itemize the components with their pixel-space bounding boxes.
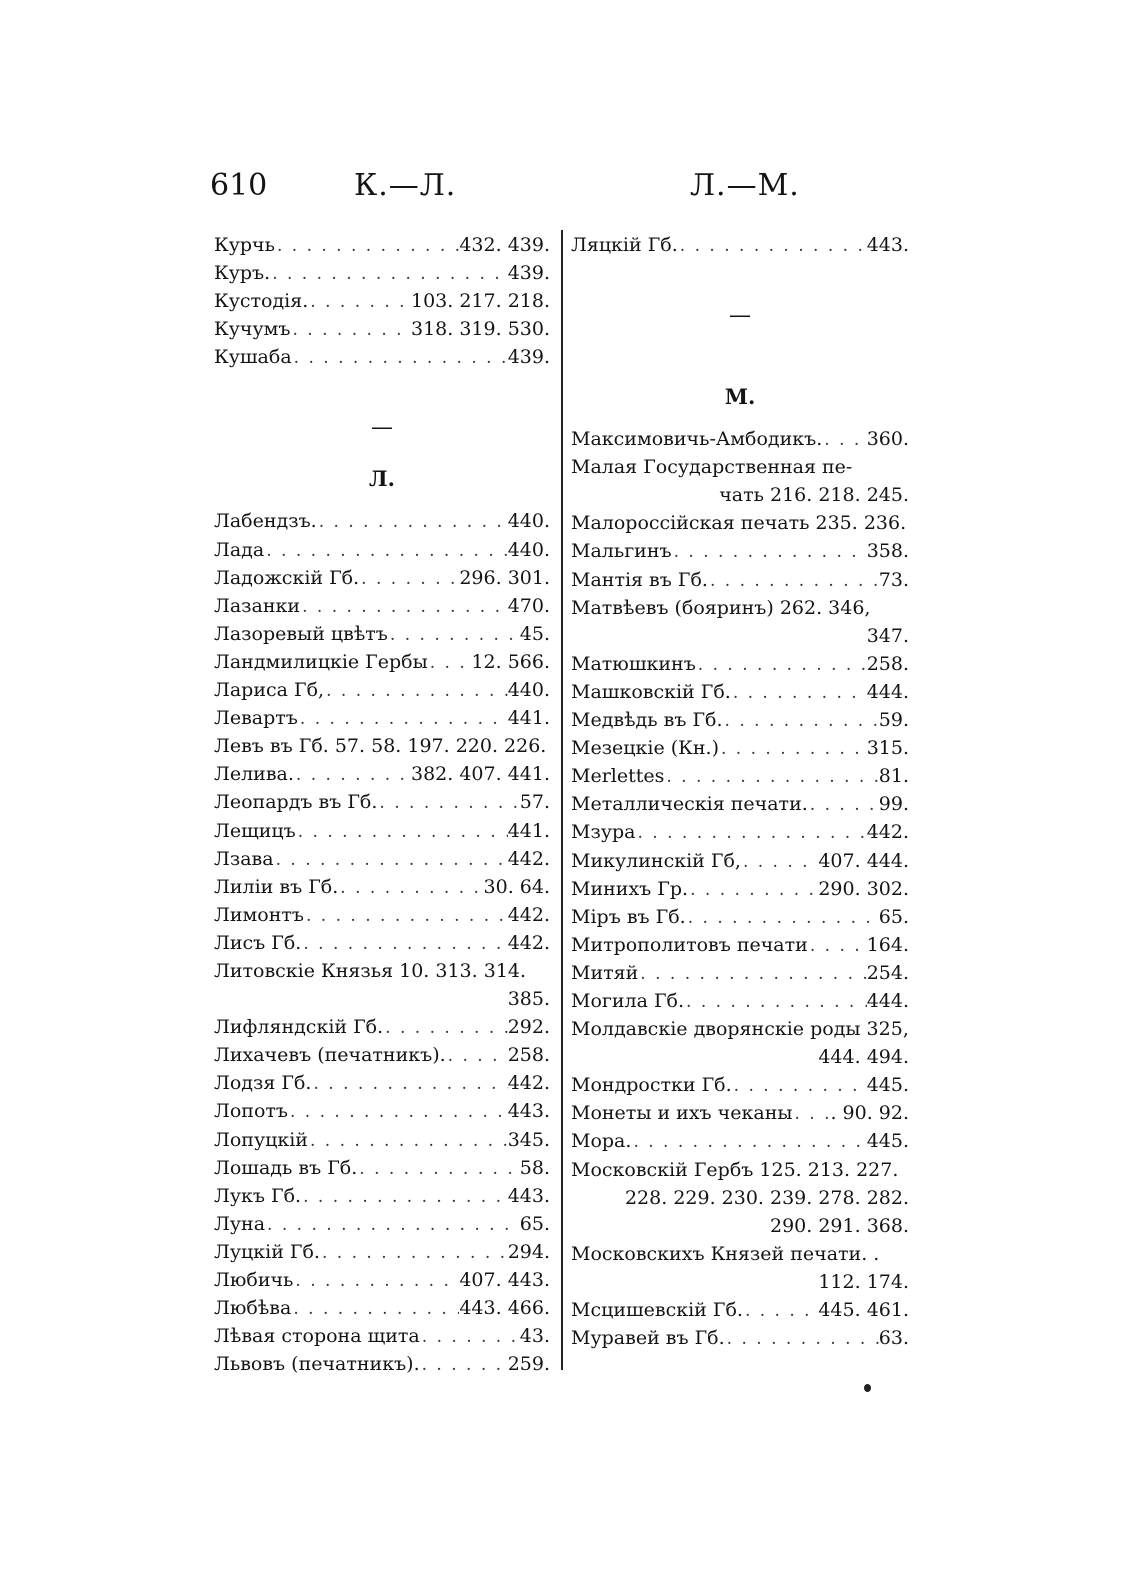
index-entry <box>571 509 909 537</box>
section-dash: — <box>729 303 751 329</box>
index-entry <box>214 901 550 929</box>
ink-spot <box>864 1384 871 1392</box>
entry-pages: 254. <box>866 961 909 984</box>
index-entry <box>571 1043 909 1071</box>
entry-pages: 30. 64. <box>483 875 550 898</box>
index-entry <box>571 425 909 453</box>
entry-term: Малороссійская печать 235. 236. <box>571 512 907 535</box>
index-entry <box>571 706 909 734</box>
index-entry <box>571 1015 909 1043</box>
index-entry <box>571 931 909 959</box>
dot-leader <box>293 1267 459 1295</box>
entry-term: Лѣвая сторона щита <box>214 1325 420 1348</box>
dot-leader <box>359 565 459 593</box>
entry-pages: 59. <box>878 709 909 732</box>
index-entry <box>571 875 909 903</box>
dot-leader <box>631 1128 866 1156</box>
entry-pages: 444. <box>866 680 909 703</box>
index-group-l <box>214 507 550 1378</box>
dot-leader <box>274 846 508 874</box>
entry-pages: 228. 229. 230. 239. 278. 282. <box>624 1186 909 1209</box>
entry-term: Мезецкіе (Кн.) <box>571 737 719 760</box>
entry-term: Могила Гб. <box>571 989 685 1012</box>
entry-term: Металлическія печати. <box>571 793 808 816</box>
entry-term: Merlettes <box>571 765 665 788</box>
entry-term: Курчь <box>214 234 275 256</box>
entry-pages: 112. 174. <box>818 1270 909 1293</box>
entry-pages: 440. <box>507 679 550 702</box>
dot-leader <box>311 1070 507 1098</box>
index-entry <box>571 790 909 818</box>
entry-term: Мсцишевскій Гб. <box>571 1299 743 1321</box>
running-head-right: Л.—М. <box>690 168 800 203</box>
entry-pages: 103. 217. 218. <box>411 290 550 313</box>
entry-pages: 73. <box>878 568 909 591</box>
entry-pages: 315. <box>866 737 909 760</box>
dot-leader <box>686 904 879 932</box>
entry-term: Лелива. <box>214 763 294 786</box>
entry-term: Лукъ Гб. <box>214 1184 302 1207</box>
entry-pages: 470. <box>507 594 550 617</box>
entry-pages: 443. 466. <box>459 1297 550 1320</box>
entry-term: Лодзя Гб. <box>214 1072 312 1095</box>
entry-pages: 318. 319. 530. <box>411 318 550 341</box>
entry-term: Левъ въ Гб. 57. 58. 197. 220. 226. <box>214 735 547 758</box>
dot-leader <box>265 1211 520 1239</box>
entry-term: Лещицъ <box>214 819 296 842</box>
index-entry <box>214 648 550 676</box>
entry-term: Матюшкинъ <box>571 652 696 675</box>
dot-leader <box>638 960 866 988</box>
dot-leader <box>420 1323 520 1351</box>
index-entry <box>214 343 550 371</box>
entry-term: Митяй <box>571 961 639 984</box>
index-entry <box>571 959 909 987</box>
entry-term: Митрополитовъ печати <box>571 933 808 956</box>
entry-term: Лариса Гб, <box>214 679 325 702</box>
index-entry <box>214 985 550 1013</box>
entry-term: Литовскіе Князья 10. 313. 314. <box>214 959 527 982</box>
entry-pages: 443. <box>507 1184 550 1207</box>
entry-term: Лзава <box>214 847 274 870</box>
dot-leader <box>270 260 508 288</box>
index-entry <box>571 650 909 678</box>
running-head-left: К.—Л. <box>354 168 457 203</box>
dot-leader <box>357 1155 520 1183</box>
index-entry <box>571 847 909 875</box>
section-dash: — <box>371 415 393 441</box>
entry-term: Кустодія. <box>214 290 309 313</box>
entry-pages: 259. <box>507 1353 550 1376</box>
index-entry <box>214 536 550 564</box>
column-divider <box>561 230 563 1370</box>
dot-leader <box>723 707 879 735</box>
dot-leader <box>292 344 508 372</box>
dot-leader <box>296 818 508 846</box>
entry-term: Ландмилицкіе Гербы <box>214 650 428 673</box>
entry-pages: 442. <box>507 931 550 954</box>
entry-pages: 43. <box>519 1325 550 1348</box>
entry-pages: 407. 443. <box>459 1269 550 1291</box>
dot-leader <box>294 761 411 789</box>
entry-pages: 440. <box>507 510 550 533</box>
index-entry <box>214 592 550 620</box>
index-entry <box>571 678 909 706</box>
page-number: 610 <box>210 168 268 203</box>
index-entry <box>571 453 909 481</box>
dot-leader <box>383 1014 508 1042</box>
entry-term: Лошадь въ Гб. <box>214 1156 358 1179</box>
entry-pages: 442. <box>507 903 550 926</box>
index-entry <box>214 507 550 535</box>
entry-term: Московскій Гербъ 125. 213. 227. <box>571 1158 899 1181</box>
entry-term: Медвѣдь въ Гб. <box>571 709 723 732</box>
index-entry <box>571 231 909 259</box>
entry-pages: 445. <box>866 1130 909 1153</box>
index-entry <box>571 481 909 509</box>
entry-term: Мзура <box>571 821 636 844</box>
entry-pages: 445. 461. <box>818 1299 909 1321</box>
entry-pages: 63. <box>878 1327 909 1350</box>
left-column <box>214 231 550 1378</box>
section-letter-l: Л. <box>369 466 395 492</box>
index-entry <box>571 734 909 762</box>
entry-term: Лабендзъ. <box>214 510 317 533</box>
entry-term: Машковскій Гб. <box>571 680 731 703</box>
entry-term: Максимовичь-Амбодикъ. <box>571 428 823 451</box>
entry-pages: 442. <box>507 847 550 870</box>
index-entry <box>214 704 550 732</box>
dot-leader <box>672 538 867 566</box>
dot-leader <box>731 679 867 707</box>
entry-pages: 345. <box>507 1128 550 1151</box>
index-entry <box>214 564 550 592</box>
index-entry <box>214 1013 550 1041</box>
index-entry <box>571 1324 909 1352</box>
dot-leader <box>792 1100 830 1128</box>
index-entry <box>214 1210 550 1238</box>
entry-term: Лазоревый цвѣтъ <box>214 622 388 645</box>
dot-leader <box>725 1325 879 1353</box>
right-column <box>571 231 909 1352</box>
dot-leader <box>301 930 507 958</box>
entry-pages: 58. <box>519 1156 550 1179</box>
index-entry <box>571 903 909 931</box>
index-group-k <box>214 231 550 371</box>
entry-term: Мора. <box>571 1130 632 1153</box>
dot-leader <box>719 735 867 763</box>
index-entry <box>571 1127 909 1155</box>
index-entry <box>214 676 550 704</box>
dot-leader <box>708 567 879 595</box>
index-entry <box>214 788 550 816</box>
index-entry <box>214 957 550 985</box>
index-entry <box>214 817 550 845</box>
entry-pages: 360. <box>866 428 909 451</box>
entry-pages: 258. <box>866 652 909 675</box>
index-entry <box>571 1296 909 1324</box>
index-entry <box>214 1322 550 1350</box>
entry-term: Лада <box>214 538 265 561</box>
index-entry <box>214 1350 550 1378</box>
entry-pages: 439. <box>507 346 550 369</box>
entry-term: Любѣва <box>214 1297 292 1320</box>
entry-term: Муравей въ Гб. <box>571 1327 725 1350</box>
entry-pages: 441. <box>507 707 550 730</box>
entry-term: Лазанки <box>214 594 301 617</box>
index-entry <box>214 1182 550 1210</box>
index-entry <box>571 566 909 594</box>
index-entry <box>214 1154 550 1182</box>
section-letter-m: М. <box>724 384 756 410</box>
dot-leader <box>304 902 508 930</box>
dot-leader <box>288 1098 508 1126</box>
entry-term: Лопотъ <box>214 1100 288 1123</box>
dot-leader <box>688 876 818 904</box>
entry-term: Малая Государственная пе- <box>571 456 853 479</box>
dot-leader <box>741 848 818 876</box>
dot-leader <box>324 677 508 705</box>
dot-leader <box>320 1239 508 1267</box>
dot-leader <box>664 763 878 791</box>
index-entry <box>214 1238 550 1266</box>
dot-leader <box>317 508 508 536</box>
dot-leader <box>684 988 867 1016</box>
index-entry <box>214 760 550 788</box>
entry-term: Лисъ Гб. <box>214 931 302 954</box>
index-entry <box>214 1069 550 1097</box>
entry-term: Молдавскіе дворянскіе роды 325, <box>571 1018 909 1041</box>
entry-pages: 439. <box>507 262 550 285</box>
dot-leader <box>300 593 508 621</box>
entry-pages: 443. <box>866 234 909 256</box>
entry-pages: чать 216. 218. 245. <box>719 484 909 507</box>
index-entry <box>214 1266 550 1294</box>
index-entry <box>214 929 550 957</box>
index-entry <box>214 873 550 901</box>
index-entry <box>571 1099 909 1127</box>
dot-leader <box>308 1127 508 1155</box>
index-entry <box>571 1071 909 1099</box>
index-entry <box>571 1156 909 1184</box>
entry-term: Леопардъ въ Гб. <box>214 791 378 814</box>
entry-term: Львовъ (печатникъ). <box>214 1353 420 1376</box>
index-group-l-continued <box>571 231 909 259</box>
entry-term: Мантія въ Гб. <box>571 568 708 591</box>
index-entry <box>214 620 550 648</box>
dot-leader <box>446 1042 508 1070</box>
entry-pages: 358. <box>866 540 909 563</box>
index-entry <box>214 231 550 259</box>
index-entry <box>571 537 909 565</box>
entry-term: Луцкій Гб. <box>214 1240 320 1263</box>
entry-term: Монеты и ихъ чеканы <box>571 1102 793 1125</box>
entry-term: Московскихъ Князей печати. . <box>571 1242 880 1265</box>
index-entry <box>214 1126 550 1154</box>
index-entry <box>214 315 550 343</box>
entry-pages: 407. 444. <box>818 849 909 872</box>
dot-leader <box>338 874 483 902</box>
dot-leader <box>264 537 507 565</box>
index-entry <box>571 762 909 790</box>
entry-pages: 290. 291. 368. <box>770 1214 909 1237</box>
dot-leader <box>636 819 867 847</box>
entry-pages: 57. <box>519 791 550 814</box>
dot-leader <box>743 1297 818 1325</box>
entry-pages: 432. 439. <box>459 234 550 256</box>
entry-term: Кушаба <box>214 346 292 369</box>
entry-pages: 442. <box>866 821 909 844</box>
entry-pages: 445. <box>866 1074 909 1097</box>
entry-pages: 65. <box>519 1212 550 1235</box>
index-entry <box>571 987 909 1015</box>
entry-term: Мондростки Гб. <box>571 1074 732 1097</box>
index-entry <box>214 1294 550 1322</box>
entry-pages: . 90. 92. <box>830 1102 909 1125</box>
index-entry <box>214 259 550 287</box>
index-entry <box>214 845 550 873</box>
index-group-m <box>571 425 909 1352</box>
entry-pages: 441. <box>507 819 550 842</box>
index-entry <box>571 818 909 846</box>
dot-leader <box>420 1351 508 1379</box>
dot-leader <box>291 1295 459 1323</box>
index-entry <box>571 1240 909 1268</box>
entry-term: Микулинскій Гб, <box>571 849 741 872</box>
index-entry <box>571 622 909 650</box>
entry-pages: 443. <box>507 1100 550 1123</box>
dot-leader <box>808 932 867 960</box>
entry-pages: 12. 566. <box>471 650 550 673</box>
entry-term: Кучумъ <box>214 318 291 341</box>
entry-pages: 296. 301. <box>459 566 550 589</box>
entry-term: Любичь <box>214 1269 294 1291</box>
index-entry <box>571 1268 909 1296</box>
entry-term: Лопуцкій <box>214 1128 308 1151</box>
entry-pages: 164. <box>866 933 909 956</box>
entry-term: Міръ въ Гб. <box>571 905 686 928</box>
dot-leader <box>377 789 519 817</box>
entry-term: Мальгинъ <box>571 540 672 563</box>
entry-term: Лиліи въ Гб. <box>214 875 339 898</box>
entry-term: Левартъ <box>214 707 298 730</box>
index-entry <box>214 1041 550 1069</box>
entry-pages: 81. <box>878 765 909 788</box>
entry-term: Ляцкій Гб. <box>571 234 678 256</box>
entry-term: Куръ. <box>214 262 271 285</box>
entry-pages: 385. <box>507 988 550 1011</box>
entry-term: Минихъ Гр. <box>571 877 689 900</box>
dot-leader <box>301 1183 508 1211</box>
entry-pages: 292. <box>507 1016 550 1039</box>
entry-pages: 442. <box>507 1072 550 1095</box>
dot-leader <box>308 288 411 316</box>
index-entry <box>571 1212 909 1240</box>
entry-pages: 294. <box>507 1240 550 1263</box>
entry-term: Матвѣевъ (бояринъ) 262. 346, <box>571 596 871 619</box>
index-entry <box>214 732 550 760</box>
entry-pages: 444. 494. <box>818 1046 909 1069</box>
dot-leader <box>822 426 866 454</box>
index-entry <box>214 1097 550 1125</box>
dot-leader <box>291 316 412 344</box>
dot-leader <box>298 705 508 733</box>
dot-leader <box>808 791 879 819</box>
entry-term: Ладожскій Гб. <box>214 566 360 589</box>
entry-term: Луна <box>214 1212 266 1235</box>
entry-term: Лихачевъ (печатникъ). <box>214 1044 446 1067</box>
entry-pages: 65. <box>878 905 909 928</box>
entry-term: Лимонтъ <box>214 903 304 926</box>
entry-term: Лифляндскій Гб. <box>214 1016 384 1039</box>
entry-pages: 444. <box>866 989 909 1012</box>
dot-leader <box>732 1072 867 1100</box>
entry-pages: 258. <box>507 1044 550 1067</box>
entry-pages: 99. <box>878 793 909 816</box>
dot-leader <box>388 621 520 649</box>
dot-leader <box>428 649 472 677</box>
dot-leader <box>275 232 459 260</box>
entry-pages: 347. <box>866 624 909 647</box>
dot-leader <box>696 651 867 679</box>
index-entry <box>214 287 550 315</box>
entry-pages: 440. <box>507 538 550 561</box>
dot-leader <box>678 232 867 260</box>
entry-pages: 382. 407. 441. <box>411 763 550 786</box>
entry-pages: 45. <box>519 622 550 645</box>
index-entry <box>571 1184 909 1212</box>
entry-pages: 290. 302. <box>818 877 909 900</box>
index-entry <box>571 594 909 622</box>
